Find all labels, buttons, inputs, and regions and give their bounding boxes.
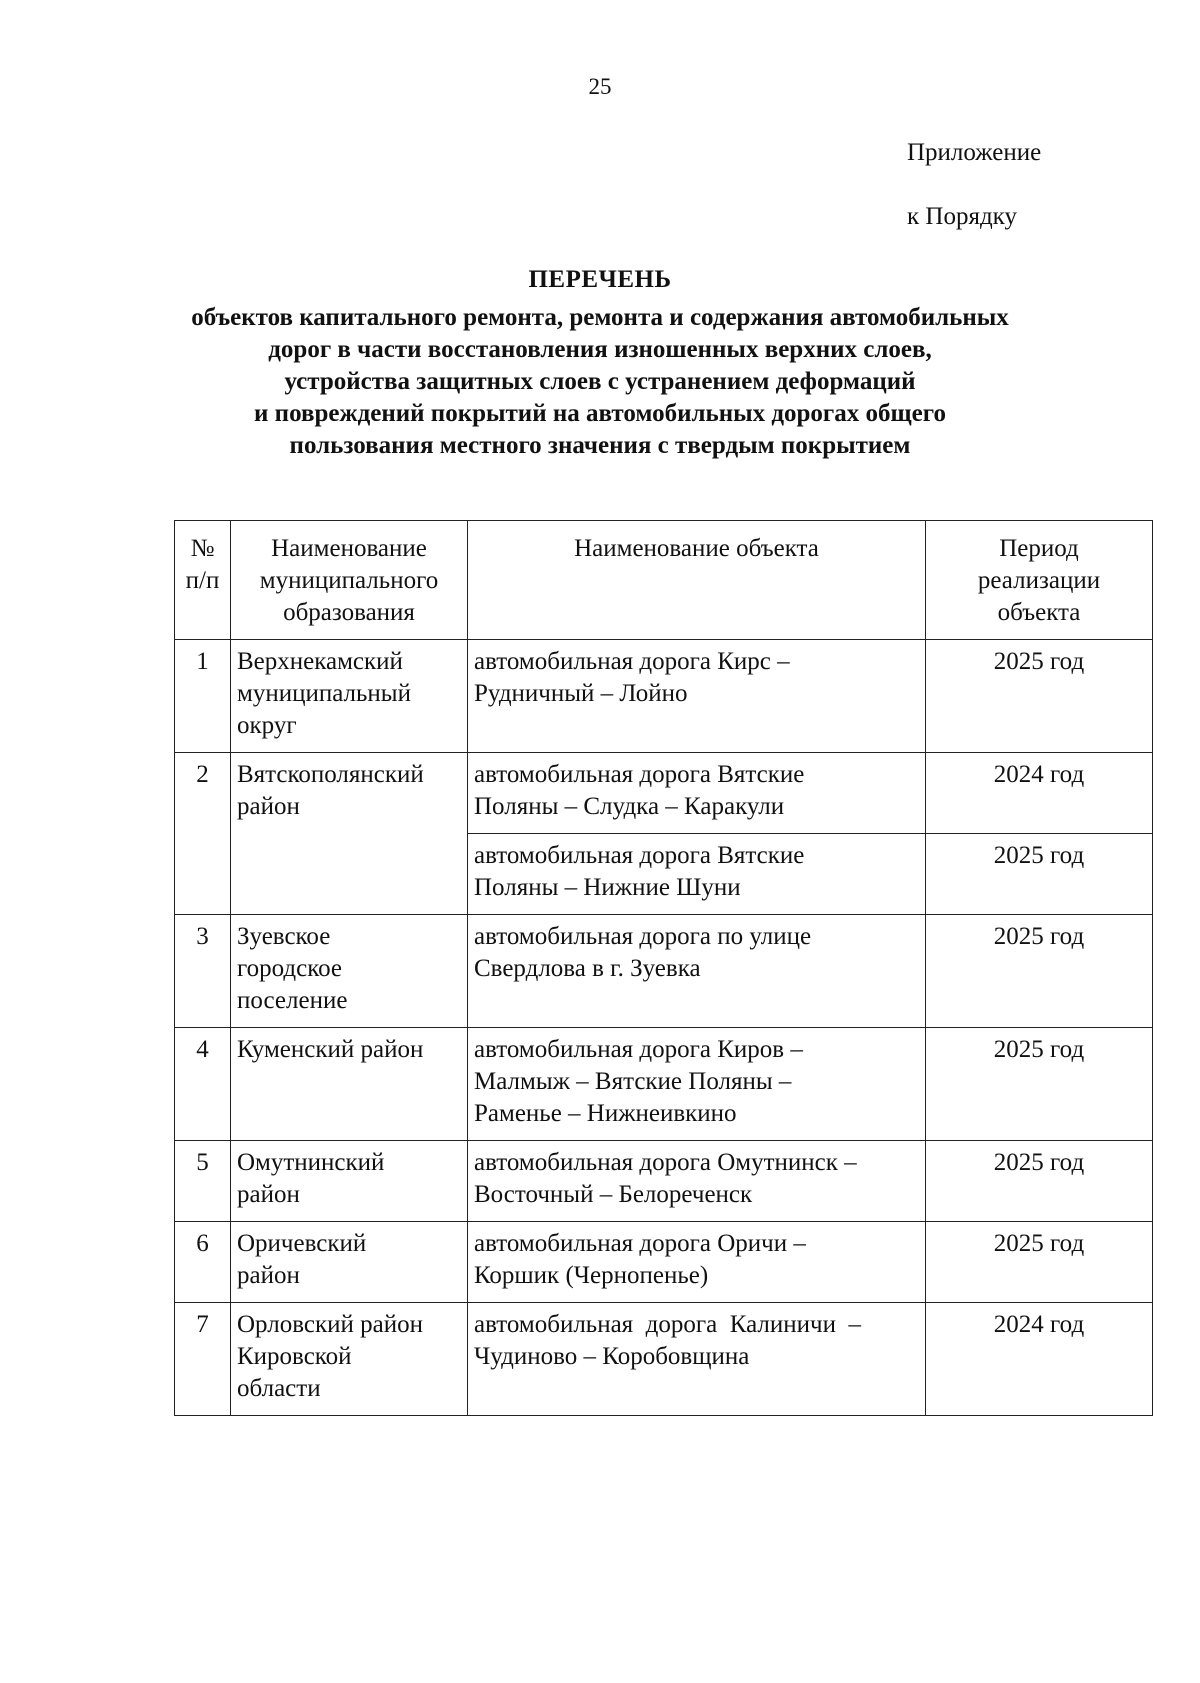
subtitle-line: и повреждений покрытий на автомобильных дорогах общего [254, 400, 946, 427]
object-cell: автомобильная дорога Киров – Малмыж – Вятские Поляны – Раменье – Нижнеивкино [468, 1028, 926, 1141]
period-cell: 2024 год [926, 753, 1153, 834]
object-cell: автомобильная дорога Вятские Поляны – Нижние Шуни [468, 834, 926, 915]
period-cell: 2025 год [926, 1028, 1153, 1141]
municipality-cell: Верхнекамский муниципальный округ [231, 640, 468, 753]
header-municipality: Наименование муниципального образования [231, 521, 468, 640]
row-number: 7 [175, 1303, 231, 1416]
row-number: 3 [175, 915, 231, 1028]
header-object: Наименование объекта [468, 521, 926, 640]
period-cell: 2025 год [926, 1141, 1153, 1222]
row-number: 6 [175, 1222, 231, 1303]
table-row [175, 1028, 1153, 1141]
subtitle-line: объектов капитального ремонта, ремонта и содержания автомобильных [191, 304, 1009, 331]
document-subtitle [150, 302, 1050, 462]
object-cell: автомобильная дорога Оричи – Коршик (Чернопенье) [468, 1222, 926, 1303]
header-number: № п/п [175, 521, 231, 640]
municipality-cell: Вятскополянский район [231, 753, 468, 915]
object-cell: автомобильная дорога Омутнинск – Восточный – Белореченск [468, 1141, 926, 1222]
table-row [175, 1303, 1153, 1416]
municipality-cell: Омутнинский район [231, 1141, 468, 1222]
document-title: ПЕРЕЧЕНЬ [528, 266, 672, 293]
municipality-cell: Орловский район Кировской области [231, 1303, 468, 1416]
row-number: 4 [175, 1028, 231, 1141]
subtitle-line: устройства защитных слоев с устранением деформаций [284, 368, 916, 395]
table-row [175, 640, 1153, 753]
period-cell: 2024 год [926, 1303, 1153, 1416]
appendix-reference: к Порядку [907, 203, 1017, 230]
subtitle-line: пользования местного значения с твердым покрытием [289, 432, 911, 459]
period-cell: 2025 год [926, 1222, 1153, 1303]
objects-table [174, 520, 1153, 1416]
municipality-cell: Куменский район [231, 1028, 468, 1141]
subtitle-line: дорог в части восстановления изношенных верхних слоев, [268, 336, 932, 363]
appendix-label: Приложение [907, 139, 1042, 166]
object-cell: автомобильная дорога по улице Свердлова в г. Зуевка [468, 915, 926, 1028]
table-row [175, 753, 1153, 834]
municipality-cell: Зуевское городское поселение [231, 915, 468, 1028]
object-cell: автомобильная дорога Вятские Поляны – Слудка – Каракули [468, 753, 926, 834]
row-number: 2 [175, 753, 231, 915]
row-number: 1 [175, 640, 231, 753]
object-cell: автомобильная дорога Кирс – Рудничный – Лойно [468, 640, 926, 753]
period-cell: 2025 год [926, 915, 1153, 1028]
page-number: 25 [588, 74, 612, 99]
table-header-row [175, 521, 1153, 640]
period-cell: 2025 год [926, 640, 1153, 753]
row-number: 5 [175, 1141, 231, 1222]
municipality-cell: Оричевский район [231, 1222, 468, 1303]
table-row [175, 1222, 1153, 1303]
table-row [175, 915, 1153, 1028]
header-period: Период реализации объекта [926, 521, 1153, 640]
object-cell: автомобильная дорога Калиничи – Чудиново – Коробовщина [468, 1303, 926, 1416]
period-cell: 2025 год [926, 834, 1153, 915]
table-row [175, 1141, 1153, 1222]
